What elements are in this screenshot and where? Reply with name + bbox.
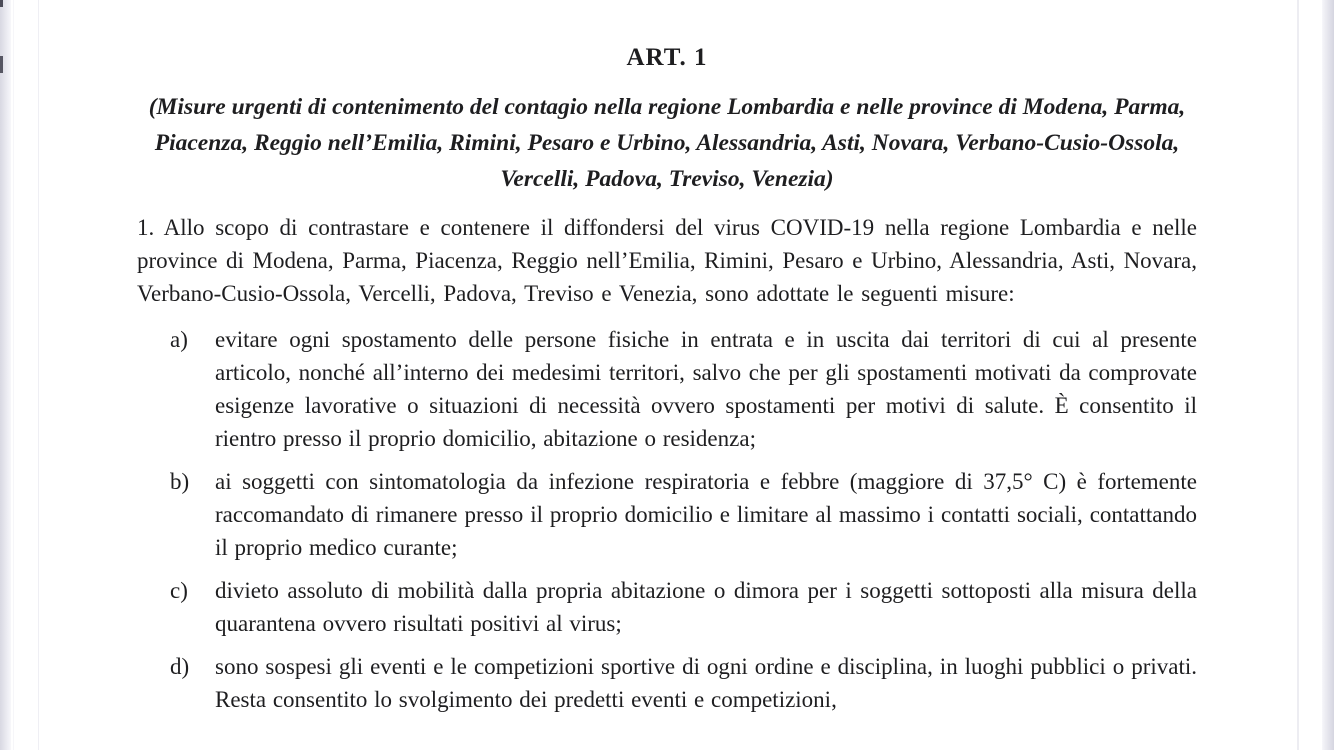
list-item-b-text: ai soggetti con sintomatologia da infezione respiratoria e febbre (maggiore di 37,5° C) è fortemente raccomandato di rimanere presso il proprio domicilio e limitare al massimo i contatti sociali, contattando il proprio medico curante; bbox=[215, 469, 1197, 560]
list-item-b bbox=[137, 465, 1197, 564]
list-item-c bbox=[137, 574, 1197, 640]
list-item-d bbox=[137, 650, 1197, 716]
list-item-a bbox=[137, 323, 1197, 455]
article-title: ART. 1 bbox=[626, 44, 708, 71]
scan-artifact-mark-top bbox=[0, 0, 3, 7]
measures-list bbox=[137, 323, 1197, 716]
page-fold-line-right bbox=[1297, 0, 1299, 750]
list-item-d-text: sono sospesi gli eventi e le competizioni sportive di ogni ordine e disciplina, in luoghi pubblici o privati. Resta consentito lo svolgimento dei predetti eventi e competizioni, bbox=[215, 654, 1197, 712]
scan-artifact-mark-upper bbox=[0, 56, 3, 73]
article-subtitle: (Misure urgenti di contenimento del contagio nella regione Lombardia e nelle province di Modena, Parma, Piacenza, Reggio nell’Emilia, Rimini, Pesaro e Urbino, Alessandria, Asti, Novara, Verbano-Cusio-Ossola, Vercelli, Padova, Treviso, Venezia) bbox=[148, 94, 1186, 192]
document-body bbox=[137, 0, 1197, 716]
scan-edge-right bbox=[1322, 0, 1334, 750]
scan-edge-left bbox=[0, 0, 11, 750]
list-item-b-letter: b) bbox=[170, 469, 190, 494]
list-item-a-letter: a) bbox=[170, 327, 188, 352]
page-fold-line-left bbox=[38, 0, 39, 750]
list-item-d-letter: d) bbox=[170, 654, 190, 679]
list-item-c-letter: c) bbox=[170, 578, 188, 603]
list-item-c-text: divieto assoluto di mobilità dalla propria abitazione o dimora per i soggetti sottoposti alla misura della quarantena ovvero risultati positivi al virus; bbox=[215, 578, 1197, 636]
list-item-a-text: evitare ogni spostamento delle persone fisiche in entrata e in uscita dai territori di cui al presente articolo, nonché all’interno dei medesimi territori, salvo che per gli spostamenti motivati da comprovate esigenze lavorative o situazioni di necessità ovvero spostamenti per motivi di salute. È consentito il rientro presso il proprio domicilio, abitazione o residenza; bbox=[215, 327, 1197, 451]
article-paragraph-1: 1. Allo scopo di contrastare e contenere il diffondersi del virus COVID-19 nella regione Lombardia e nelle province di Modena, Parma, Piacenza, Reggio nell’Emilia, Rimini, Pesaro e Urbino, Alessandria, Asti, Novara, Verbano-Cusio-Ossola, Vercelli, Padova, Treviso e Venezia, sono adottate le seguenti misure: bbox=[137, 215, 1197, 306]
page-fold-line-inner-left bbox=[13, 0, 14, 750]
